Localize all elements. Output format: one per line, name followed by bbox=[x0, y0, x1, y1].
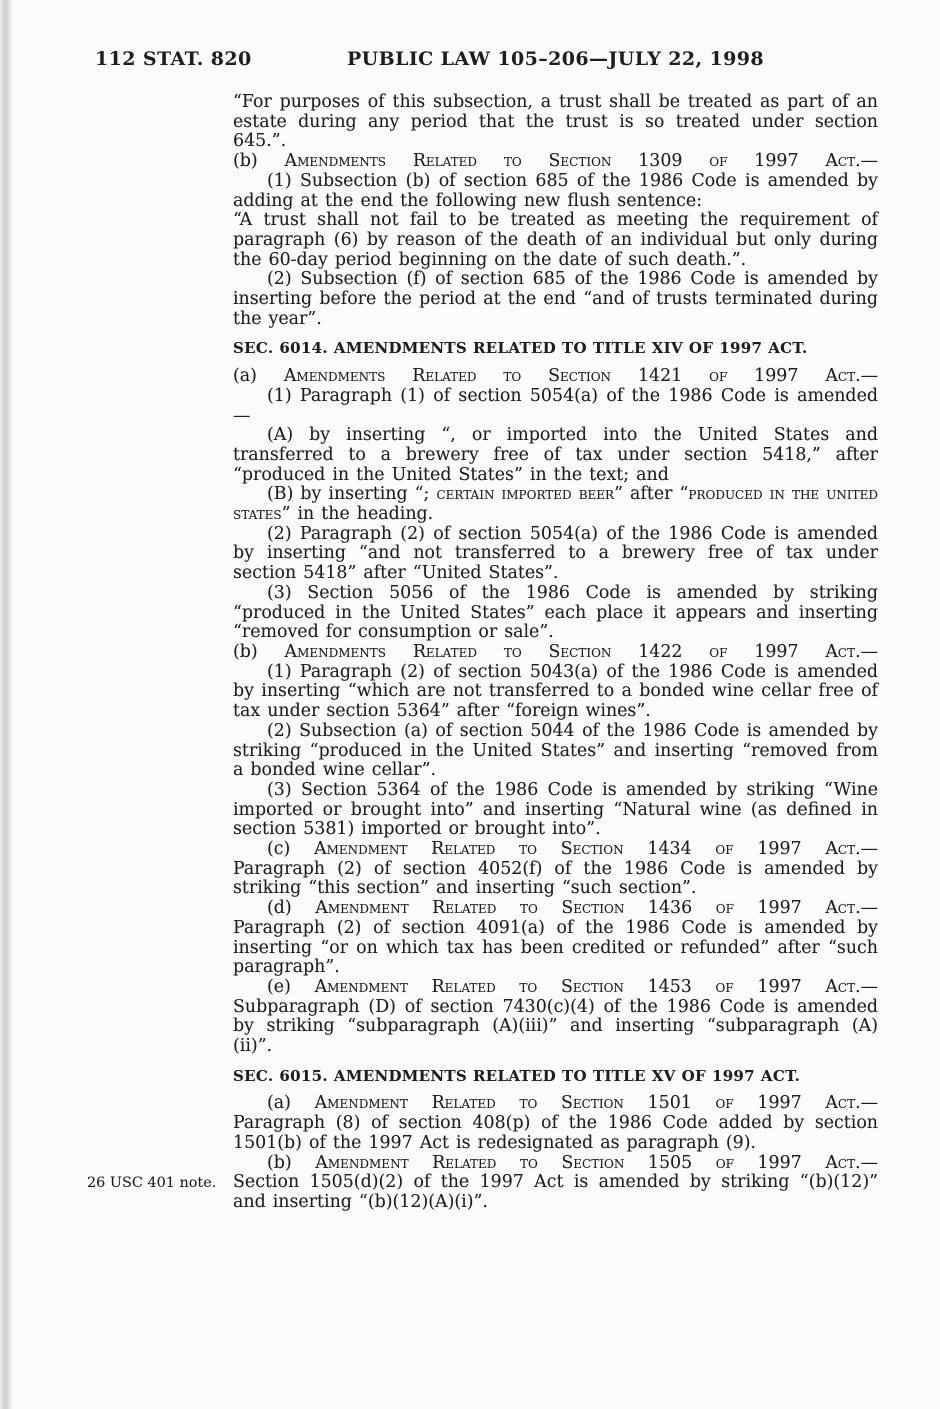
body-text: .— bbox=[855, 898, 878, 919]
flush-sentence bbox=[233, 211, 878, 270]
body-text: (2) Paragraph (2) of section 5054(a) of the 1986 Code is amended by inserting “and not transferred to a brewery free of tax under section 5418” after “United States”. bbox=[233, 523, 878, 584]
margin-note: 26 USC 401 note. bbox=[87, 1175, 217, 1192]
small-caps-text: Amendments Related to Section 1422 of 1997 Act bbox=[284, 641, 856, 662]
subsection-heading bbox=[233, 152, 878, 172]
body-text: Paragraph (8) of section 408(p) of the 1986 Code added by section 1501(b) of the 1997 Act is redesignated as paragraph (9). bbox=[233, 1113, 878, 1153]
small-caps-text: Amendment Related to Section 1453 of 1997 Act bbox=[314, 976, 856, 997]
running-header bbox=[233, 48, 878, 70]
body-text: (A) by inserting “, or imported into the United States and transferred to a brewery free of tax under section 5418,” after “produced in the United States” in the text; and bbox=[233, 425, 878, 485]
body-text: (b) bbox=[267, 1152, 316, 1173]
body-text: “A trust shall not fail to be treated as meeting the requirement of paragraph (6) by reason of the death of an individual but only during the 60-day period beginning on the date of such death.”. bbox=[233, 210, 878, 270]
small-caps-text: Amendment Related to Section 1505 of 1997 Act bbox=[315, 1152, 856, 1173]
body-text: (1) Paragraph (2) of section 5043(a) of the 1986 Code is amended by inserting “which are not transferred to a bonded wine cellar free of tax under section 5364” after “foreign wines”. bbox=[233, 661, 878, 722]
numbered-paragraph bbox=[233, 781, 878, 840]
body-text: (1) Subsection (b) of section 685 of the 1986 Code is amended by adding at the end the following new flush sentence: bbox=[233, 170, 878, 211]
body-text: Paragraph (2) of section 4091(a) of the 1986 Code is amended by inserting “or on which tax has been credited or refunded” after “such paragraph”. bbox=[233, 917, 878, 978]
subsection-heading bbox=[233, 643, 878, 663]
body-text: Paragraph (2) of section 4052(f) of the 1986 Code is amended by striking “this section” and inserting “such section”. bbox=[233, 858, 878, 899]
body-text: SEC. 6015. AMENDMENTS RELATED TO TITLE XV OF 1997 ACT. bbox=[233, 1066, 801, 1085]
subsection-heading bbox=[233, 840, 878, 860]
body-text: (e) bbox=[267, 976, 315, 997]
scan-edge-artifact bbox=[0, 0, 12, 1409]
statute-body bbox=[87, 92, 878, 1213]
small-caps-text: produced in the united states bbox=[233, 484, 878, 525]
numbered-paragraph bbox=[233, 722, 878, 781]
subsection-body bbox=[233, 998, 878, 1057]
body-text: (b) bbox=[233, 151, 285, 172]
subsection-heading bbox=[233, 899, 878, 919]
statute-page-number: 112 STAT. 820 bbox=[95, 48, 252, 70]
body-text: (2) Subsection (a) of section 5044 of the 1986 Code is amended by striking “produced in the United States” and inserting “removed from a bonded wine cellar”. bbox=[233, 720, 878, 781]
body-text: SEC. 6014. AMENDMENTS RELATED TO TITLE XIV OF 1997 ACT. bbox=[233, 339, 808, 358]
body-text: (b) bbox=[233, 641, 285, 662]
subsection-body bbox=[87, 1172, 878, 1212]
subsection-heading bbox=[233, 978, 878, 998]
body-text: (1) Paragraph (1) of section 5054(a) of the 1986 Code is amended— bbox=[233, 385, 878, 426]
body-text: (3) Section 5056 of the 1986 Code is amended by striking “produced in the United States” each place it appears and inserting “removed for consumption or sale”. bbox=[233, 582, 878, 643]
body-text: .— bbox=[855, 366, 878, 387]
subsection-body bbox=[233, 1114, 878, 1153]
body-text: (3) Section 5364 of the 1986 Code is amended by striking “Wine imported or brought into” and inserting “Natural wine (as defined in section 5381) imported or brought into”. bbox=[233, 779, 878, 840]
small-caps-text: Amendments Related to Section 1421 of 1997 Act bbox=[283, 366, 856, 387]
body-text: (B) by inserting “; bbox=[267, 484, 437, 505]
section-heading bbox=[233, 1067, 878, 1087]
numbered-paragraph bbox=[233, 387, 878, 426]
small-caps-text: Amendment Related to Section 1436 of 1997 Act bbox=[315, 898, 856, 919]
small-caps-text: Amendments Related to Section 1309 of 1997 Act bbox=[284, 151, 856, 172]
subsection-heading bbox=[233, 1154, 878, 1174]
body-text: (a) bbox=[267, 1093, 315, 1114]
body-text: ” in the heading. bbox=[281, 504, 434, 525]
public-law-title: PUBLIC LAW 105–206—JULY 22, 1998 bbox=[346, 48, 765, 70]
subsection-heading bbox=[233, 367, 878, 387]
body-text: .— bbox=[855, 1152, 878, 1173]
body-text: .— bbox=[855, 641, 878, 662]
body-text: “For purposes of this subsection, a trust shall be treated as part of an estate during any period that the trust is so treated under section 645.”. bbox=[233, 92, 878, 152]
body-text: (2) Subsection (f) of section 685 of the 1986 Code is amended by inserting before the period at the end “and of trusts terminated during the year”. bbox=[233, 269, 878, 329]
body-text: .— bbox=[855, 1093, 878, 1114]
numbered-paragraph bbox=[233, 525, 878, 584]
body-text: (c) bbox=[267, 839, 315, 860]
body-text: .— bbox=[855, 151, 878, 172]
numbered-paragraph bbox=[233, 172, 878, 211]
small-caps-text: Amendment Related to Section 1501 of 1997 Act bbox=[314, 1093, 856, 1114]
clause bbox=[233, 485, 878, 524]
body-text: Subparagraph (D) of section 7430(c)(4) of the 1986 Code is amended by striking “subparagraph (A)(iii)” and inserting “subparagraph (A)(ii)”. bbox=[233, 996, 878, 1057]
quoted-flush-text bbox=[233, 93, 878, 152]
subsection-body bbox=[233, 919, 878, 978]
body-text: (a) bbox=[233, 366, 284, 387]
small-caps-text: Amendment Related to Section 1434 of 1997 Act bbox=[314, 839, 856, 860]
clause bbox=[233, 426, 878, 485]
subsection-body bbox=[233, 860, 878, 899]
body-text: .— bbox=[855, 976, 878, 997]
subsection-heading bbox=[233, 1094, 878, 1114]
body-text: (d) bbox=[267, 898, 316, 919]
section-heading bbox=[233, 339, 878, 359]
body-text: ” after “ bbox=[614, 484, 689, 505]
numbered-paragraph bbox=[233, 663, 878, 722]
small-caps-text: certain imported beer bbox=[436, 484, 615, 505]
body-text: Section 1505(d)(2) of the 1997 Act is amended by striking “(b)(12)” and inserting “(b)(12)(A)(i)”. bbox=[233, 1172, 878, 1212]
numbered-paragraph bbox=[233, 584, 878, 643]
numbered-paragraph bbox=[233, 270, 878, 329]
body-text: .— bbox=[855, 839, 878, 860]
